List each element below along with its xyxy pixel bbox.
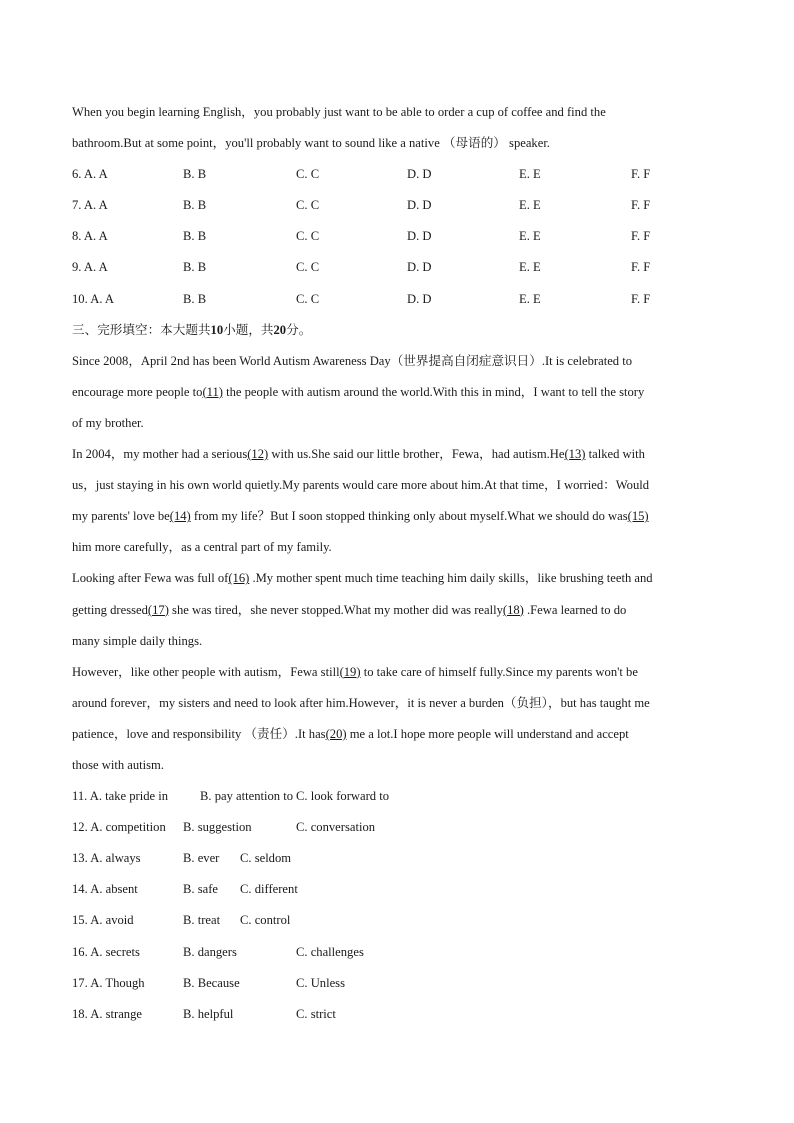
questions-11-18 [72, 783, 724, 1032]
question-7-option-d[interactable]: D. D [407, 198, 432, 213]
question-row [72, 1001, 724, 1032]
question-11-option-b[interactable]: B. pay attention to [200, 789, 294, 804]
question-13-option-b[interactable]: B. ever [183, 851, 220, 866]
blank-20[interactable]: (20) [325, 726, 347, 741]
question-18-option-c[interactable]: C. strict [296, 1006, 336, 1021]
question-7-option-c[interactable]: C. C [296, 198, 320, 213]
blank-11[interactable]: (11) [202, 384, 223, 399]
passage-line: However，like other people with autism，Fewa still(19) to take care of himself fully.Since my parents won't be [72, 664, 638, 679]
question-14-option-b[interactable]: B. safe [183, 882, 218, 897]
question-14-option-a[interactable]: 14. A. absent [72, 882, 138, 897]
question-9-option-e[interactable]: E. E [519, 260, 541, 275]
question-row [72, 970, 724, 1001]
question-10-option-e[interactable]: E. E [519, 291, 541, 306]
question-9-option-b[interactable]: B. B [183, 260, 207, 275]
question-14-option-c[interactable]: C. different [240, 882, 298, 897]
blank-12[interactable]: (12) [247, 447, 269, 462]
blank-14[interactable]: (14) [169, 509, 191, 524]
question-16-option-a[interactable]: 16. A. secrets [72, 944, 140, 959]
question-7-option-b[interactable]: B. B [183, 198, 207, 213]
question-11-option-a[interactable]: 11. A. take pride in [72, 789, 169, 804]
question-13-option-c[interactable]: C. seldom [240, 851, 292, 866]
question-8-option-d[interactable]: D. D [407, 229, 432, 244]
passage-line: many simple daily things. [72, 633, 203, 648]
question-10-option-b[interactable]: B. B [183, 291, 207, 306]
question-row [72, 939, 724, 970]
question-17-option-c[interactable]: C. Unless [296, 975, 345, 990]
question-row [72, 814, 724, 845]
question-10-option-c[interactable]: C. C [296, 291, 320, 306]
question-6-option-c[interactable]: C. C [296, 167, 320, 182]
question-row [72, 254, 724, 285]
question-12-option-b[interactable]: B. suggestion [183, 820, 252, 835]
passage-line: getting dressed(17) she was tired，she never stopped.What my mother did was really(18) .Fewa learned to do [72, 602, 627, 617]
passage-line: of my brother. [72, 415, 144, 430]
passage-line: around forever，my sisters and need to look after him.However，it is never a burden（负担），but has taught me [72, 695, 650, 710]
passage-line: encourage more people to(11) the people with autism around the world.With this in mind，I want to tell the story [72, 384, 645, 399]
passage-line: Looking after Fewa was full of(16) .My mother spent much time teaching him daily skills，like brushing teeth and [72, 571, 653, 586]
passage-line: us，just staying in his own world quietly.My parents would care more about him.At that time，I worried：Would [72, 478, 650, 493]
question-18-option-a[interactable]: 18. A. strange [72, 1006, 142, 1021]
question-6-option-a[interactable]: 6. A. A [72, 167, 108, 182]
question-row [72, 161, 724, 192]
question-9-option-f[interactable]: F. F [631, 260, 651, 275]
question-row [72, 783, 724, 814]
question-15-option-c[interactable]: C. control [240, 913, 291, 928]
intro-line-2: bathroom.But at some point，you'll probably want to sound like a native （母语的） speaker. [72, 136, 550, 151]
question-16-option-b[interactable]: B. dangers [183, 944, 237, 959]
question-12-option-a[interactable]: 12. A. competition [72, 820, 166, 835]
question-row [72, 223, 724, 254]
question-18-option-b[interactable]: B. helpful [183, 1006, 234, 1021]
question-6-option-e[interactable]: E. E [519, 167, 541, 182]
question-13-option-a[interactable]: 13. A. always [72, 851, 141, 866]
blank-17[interactable]: (17) [147, 602, 169, 617]
question-row [72, 192, 724, 223]
passage-line: those with autism. [72, 757, 164, 772]
question-11-option-c[interactable]: C. look forward to [296, 789, 390, 804]
blank-13[interactable]: (13) [564, 447, 586, 462]
question-row [72, 845, 724, 876]
blank-15[interactable]: (15) [627, 509, 649, 524]
passage-line: patience，love and responsibility （责任）.It has(20) me a lot.I hope more people will understand and accept [72, 726, 629, 741]
question-15-option-a[interactable]: 15. A. avoid [72, 913, 134, 928]
cloze-passage [72, 348, 724, 783]
question-8-option-f[interactable]: F. F [631, 229, 651, 244]
passage-line: him more carefully，as a central part of my family. [72, 540, 332, 555]
question-8-option-b[interactable]: B. B [183, 229, 207, 244]
question-16-option-c[interactable]: C. challenges [296, 944, 364, 959]
question-7-option-a[interactable]: 7. A. A [72, 198, 108, 213]
exam-page [72, 99, 724, 1032]
question-6-option-b[interactable]: B. B [183, 167, 207, 182]
blank-16[interactable]: (16) [228, 571, 250, 586]
blank-18[interactable]: (18) [502, 602, 524, 617]
blank-19[interactable]: (19) [339, 664, 361, 679]
questions-6-10 [72, 161, 724, 316]
question-17-option-b[interactable]: B. Because [183, 975, 240, 990]
question-6-option-f[interactable]: F. F [631, 167, 651, 182]
passage-line: my parents' love be(14) from my life？But I soon stopped thinking only about myself.What we should do was(15) [72, 509, 649, 524]
question-10-option-a[interactable]: 10. A. A [72, 291, 115, 306]
question-7-option-f[interactable]: F. F [631, 198, 651, 213]
passage-line: In 2004，my mother had a serious(12) with us.She said our little brother，Fewa，had autism.He(13) talked with [72, 447, 645, 462]
passage-line: Since 2008，April 2nd has been World Autism Awareness Day（世界提高自闭症意识日）.It is celebrated to [72, 353, 633, 368]
question-9-option-c[interactable]: C. C [296, 260, 320, 275]
question-15-option-b[interactable]: B. treat [183, 913, 221, 928]
question-8-option-a[interactable]: 8. A. A [72, 229, 108, 244]
question-6-option-d[interactable]: D. D [407, 167, 432, 182]
question-7-option-e[interactable]: E. E [519, 198, 541, 213]
section-3-heading: 三、完形填空：本大题共10小题，共20分。 [72, 322, 312, 337]
question-12-option-c[interactable]: C. conversation [296, 820, 376, 835]
question-row [72, 876, 724, 907]
question-row [72, 286, 724, 317]
intro-line-1: When you begin learning English，you probably just want to be able to order a cup of coffee and find the [72, 105, 606, 119]
question-9-option-a[interactable]: 9. A. A [72, 260, 108, 275]
question-row [72, 907, 724, 938]
question-8-option-c[interactable]: C. C [296, 229, 320, 244]
question-9-option-d[interactable]: D. D [407, 260, 432, 275]
question-10-option-f[interactable]: F. F [631, 291, 651, 306]
question-8-option-e[interactable]: E. E [519, 229, 541, 244]
question-17-option-a[interactable]: 17. A. Though [72, 975, 145, 990]
question-10-option-d[interactable]: D. D [407, 291, 432, 306]
